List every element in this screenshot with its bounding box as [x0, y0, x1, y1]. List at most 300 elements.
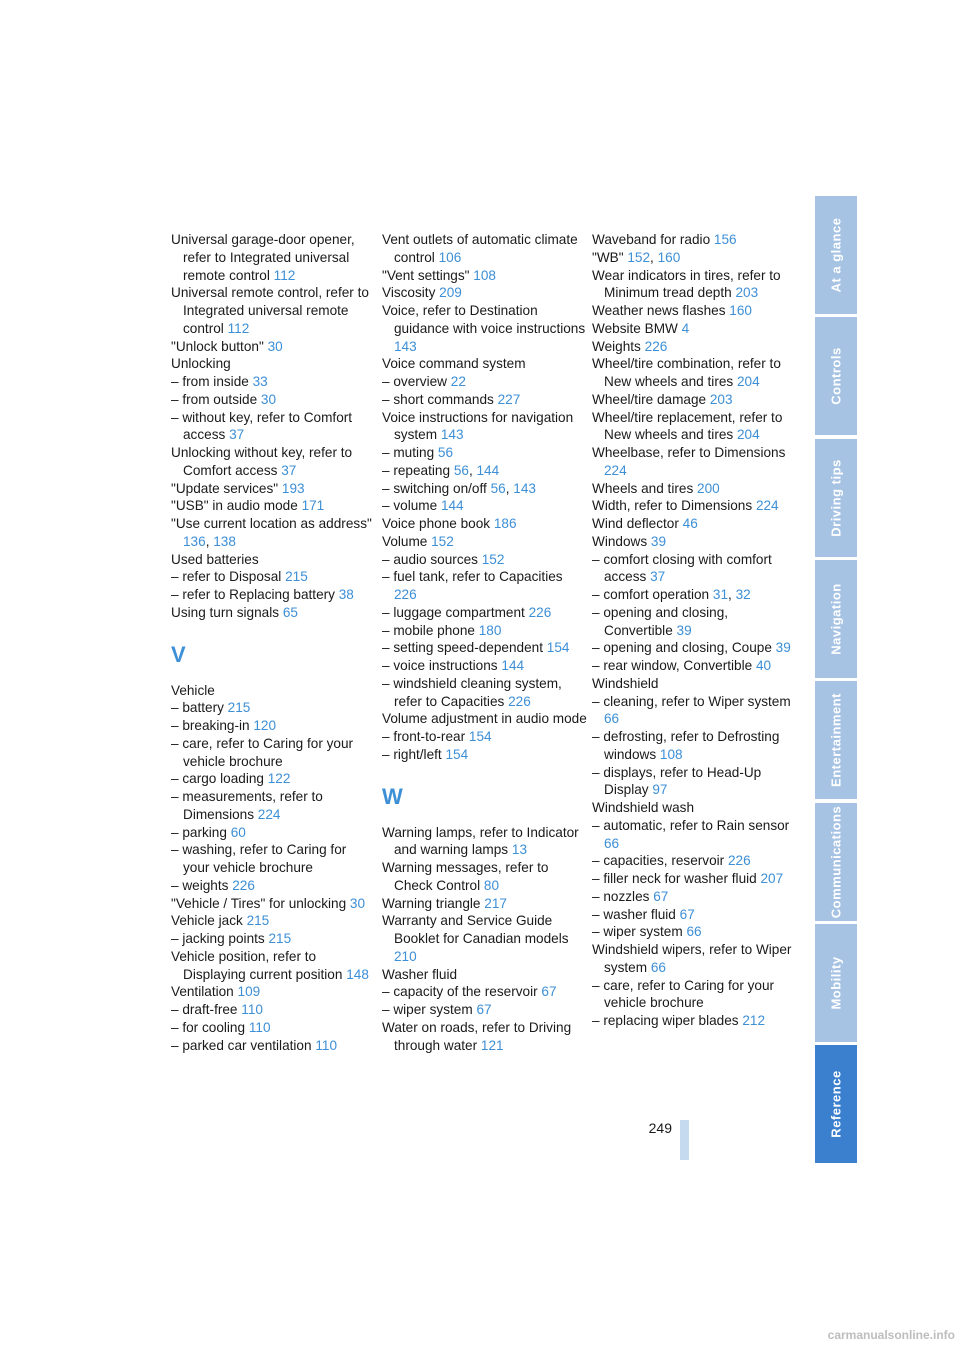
watermark: carmanualsonline.info: [827, 1328, 955, 1342]
page-link[interactable]: 144: [501, 658, 525, 673]
page-link[interactable]: 193: [281, 480, 305, 496]
index-entry: [592, 249, 797, 267]
index-term: Warning lamps, refer to Indicator and warning lamps: [382, 824, 579, 858]
index-entry: [382, 231, 587, 267]
index-entry: [592, 870, 797, 888]
page-link[interactable]: 30: [267, 338, 283, 354]
index-entry: [592, 320, 797, 338]
index-term: – care, refer to Caring for your vehicle brochure: [592, 977, 775, 1011]
index-term: – for cooling: [171, 1019, 249, 1035]
index-entry: [171, 948, 376, 984]
index-entry: [592, 497, 797, 515]
page-link[interactable]: 110: [315, 1037, 337, 1053]
page-link[interactable]: 226: [728, 853, 751, 869]
index-entry: [171, 497, 376, 515]
page-link[interactable]: 56: [453, 462, 469, 478]
index-term: – setting speed-dependent: [382, 640, 547, 656]
page-link[interactable]: 160: [657, 249, 681, 265]
index-entry: [171, 284, 376, 337]
tab-at-a-glance[interactable]: [815, 196, 857, 314]
index-term: Width, refer to Dimensions: [592, 498, 756, 514]
index-entry: [382, 675, 587, 711]
index-entry: [592, 675, 797, 693]
index-entry: [382, 462, 587, 480]
index-term: – weights: [171, 877, 233, 893]
index-term: – jacking points: [171, 931, 269, 946]
index-term: Warning triangle: [382, 895, 485, 911]
index-entry: [171, 231, 376, 284]
index-term: – volume: [382, 498, 441, 514]
page-link[interactable]: 203: [735, 285, 759, 301]
index-term: – front-to-rear: [382, 729, 469, 744]
index-term: – overview: [382, 374, 451, 389]
tab-entertainment[interactable]: [815, 681, 857, 799]
page-link[interactable]: 122: [267, 771, 291, 787]
page-link[interactable]: 152: [481, 551, 505, 567]
page-link[interactable]: 67: [679, 906, 695, 922]
index-term: – refer to Replacing battery: [171, 587, 339, 602]
page-link[interactable]: 224: [257, 806, 281, 822]
page-link[interactable]: 186: [493, 516, 517, 531]
index-term: – washing, refer to Caring for your vehicle brochure: [171, 842, 347, 875]
page-link[interactable]: 112: [227, 320, 250, 336]
tab-label: At a glance: [828, 217, 844, 293]
index-column-3: [592, 231, 797, 1030]
index-entry: [592, 409, 797, 445]
page-link[interactable]: 97: [652, 782, 668, 798]
index-entry: [171, 551, 376, 569]
index-term: "Vehicle / Tires" for unlocking: [171, 895, 350, 911]
index-entry: [592, 799, 797, 817]
page-link[interactable]: 32: [735, 587, 751, 602]
index-entry: [592, 302, 797, 320]
index-term: – parked car ventilation: [171, 1037, 316, 1053]
tab-driving-tips[interactable]: [815, 439, 857, 557]
index-entry: [592, 515, 797, 533]
index-term: – comfort operation: [592, 587, 713, 602]
index-term: Voice, refer to Destination guidance with voice instructions: [382, 303, 586, 336]
page-link[interactable]: 144: [476, 462, 500, 478]
index-term: – repeating: [382, 462, 454, 478]
index-term: – fuel tank, refer to Capacities: [382, 569, 563, 585]
page-link[interactable]: 56: [437, 445, 454, 460]
page-separator: ,: [205, 533, 214, 549]
index-term: Voice instructions for navigation system: [382, 409, 574, 443]
page-link[interactable]: 120: [253, 718, 277, 733]
page-link[interactable]: 56: [490, 480, 506, 496]
page-link[interactable]: 226: [644, 338, 668, 354]
index-entry: [592, 941, 797, 977]
page-link[interactable]: 37: [229, 427, 245, 443]
tab-label: Navigation: [828, 583, 844, 655]
page-number-bar: [680, 1120, 689, 1160]
page-link[interactable]: 154: [546, 640, 570, 656]
page-link[interactable]: 156: [713, 232, 737, 247]
index-entry: [592, 693, 797, 729]
index-term: – washer fluid: [592, 906, 680, 922]
page-link[interactable]: 67: [476, 1002, 492, 1017]
page-link[interactable]: 110: [241, 1002, 263, 1017]
index-term: – care, refer to Caring for your vehicle brochure: [171, 735, 354, 769]
index-entry: [382, 373, 587, 391]
tab-label: Driving tips: [828, 458, 844, 537]
page-link[interactable]: 200: [697, 480, 720, 496]
index-entry: [592, 852, 797, 870]
page-link[interactable]: 110: [248, 1019, 271, 1035]
page-link[interactable]: 215: [268, 931, 292, 946]
page-link[interactable]: 217: [484, 895, 507, 911]
index-entry: [171, 373, 376, 391]
index-term: – parking: [171, 824, 231, 840]
index-entry: [592, 338, 797, 356]
page-link[interactable]: 39: [775, 640, 791, 656]
index-term: – capacity of the reservoir: [382, 984, 542, 1000]
index-entry: [382, 639, 587, 657]
page-link[interactable]: 67: [653, 888, 669, 904]
index-term: Vehicle: [171, 682, 215, 698]
page-link[interactable]: 40: [755, 658, 772, 673]
index-term: "USB" in audio mode: [171, 498, 302, 514]
index-entry: [592, 639, 797, 657]
index-entry: [171, 930, 376, 948]
tab-controls[interactable]: [815, 317, 857, 435]
index-term: Volume adjustment in audio mode: [382, 711, 587, 727]
index-entry: [171, 515, 376, 551]
index-entry: [171, 699, 376, 717]
index-term: – replacing wiper blades: [592, 1013, 743, 1028]
index-term: – from inside: [171, 374, 253, 389]
index-letter-heading: V: [171, 641, 186, 667]
page-link[interactable]: 30: [349, 895, 366, 911]
index-term: Vehicle jack: [171, 913, 247, 929]
page-link[interactable]: 215: [227, 700, 251, 716]
index-entry: [592, 888, 797, 906]
page-link[interactable]: 80: [483, 877, 500, 893]
index-term: Weights: [592, 338, 645, 354]
index-entry: [382, 657, 587, 675]
index-entry: [382, 1001, 587, 1019]
index-term: – draft-free: [171, 1002, 242, 1017]
index-entry: [382, 622, 587, 640]
index-term: Windshield wash: [592, 800, 694, 815]
index-term: – wiper system: [382, 1002, 477, 1017]
index-term: Water on roads, refer to Driving through water: [382, 1019, 572, 1053]
index-entry: [171, 391, 376, 409]
index-entry: [382, 728, 587, 746]
index-term: – muting: [382, 445, 438, 460]
index-entry: [171, 912, 376, 930]
page-link[interactable]: 37: [650, 569, 666, 585]
index-term: "WB": [592, 249, 628, 265]
tab-label: Communications: [828, 805, 844, 918]
page-link[interactable]: 226: [528, 604, 552, 620]
index-entry: [171, 877, 376, 895]
page-link[interactable]: 210: [394, 948, 417, 964]
index-term: Universal garage-door opener, refer to Integrated universal remote control: [171, 232, 355, 283]
index-term: Washer fluid: [382, 966, 458, 982]
index-term: Unlocking: [171, 356, 231, 372]
index-entry: [171, 1001, 376, 1019]
index-term: Windows: [592, 533, 651, 549]
page-link[interactable]: 160: [729, 303, 752, 318]
index-term: Unlocking without key, refer to Comfort access: [171, 445, 353, 478]
index-term: Wheel/tire combination, refer to New wheels and tires: [592, 356, 781, 389]
page-separator: ,: [505, 480, 514, 496]
index-term: – audio sources: [382, 551, 482, 567]
page-separator: ,: [468, 462, 477, 478]
index-term: – refer to Disposal: [171, 569, 286, 585]
index-term: – windshield cleaning system, refer to Capacities: [382, 675, 562, 709]
index-entry: [592, 444, 797, 480]
index-term: Using turn signals: [171, 604, 283, 620]
index-entry: [382, 568, 587, 604]
index-entry: [592, 604, 797, 640]
index-entry: [171, 983, 376, 1001]
page-link[interactable]: 154: [445, 746, 469, 762]
index-column-2: [382, 231, 587, 1054]
page-link[interactable]: 108: [659, 746, 683, 762]
index-entry: [382, 302, 587, 355]
index-term: "Unlock button": [171, 338, 268, 354]
index-entry: [382, 497, 587, 515]
index-term: – from outside: [171, 391, 261, 407]
index-entry: [382, 859, 587, 895]
index-entry: [382, 1019, 587, 1055]
index-entry: [171, 409, 376, 445]
index-term: Warranty and Service Guide Booklet for Canadian models: [382, 913, 569, 946]
index-entry: [171, 1037, 376, 1055]
index-term: "Vent settings": [382, 267, 474, 283]
index-term: – defrosting, refer to Defrosting windows: [592, 729, 780, 762]
index-entry: [382, 267, 587, 285]
page-link[interactable]: 66: [650, 959, 666, 975]
index-entry: [382, 533, 587, 551]
index-term: Wheelbase, refer to Dimensions: [592, 445, 786, 460]
index-term: Universal remote control, refer to Integrated universal remote control: [171, 285, 369, 336]
index-term: Wheel/tire replacement, refer to New wheels and tires: [592, 409, 783, 443]
index-entry: [171, 444, 376, 480]
index-entry: [382, 983, 587, 1001]
index-entry: [382, 551, 587, 569]
index-entry: [382, 966, 587, 984]
index-entry: [592, 923, 797, 941]
index-term: – battery: [171, 700, 228, 716]
index-entry: [171, 682, 376, 700]
index-term: Wind deflector: [592, 516, 683, 531]
index-entry: [171, 338, 376, 356]
index-entry: [382, 284, 587, 302]
index-term: – short commands: [382, 391, 498, 407]
page-link[interactable]: 224: [604, 462, 627, 478]
index-term: Volume: [382, 533, 432, 549]
index-term: Vehicle position, refer to Displaying current position: [171, 948, 347, 982]
index-term: – switching on/off: [382, 480, 491, 496]
index-column-1: [171, 231, 376, 1054]
index-entry: [592, 817, 797, 853]
page-link[interactable]: 66: [686, 924, 702, 940]
index-entry: [592, 267, 797, 303]
index-entry: [382, 391, 587, 409]
index-term: Weather news flashes: [592, 303, 730, 318]
index-term: – voice instructions: [382, 658, 502, 673]
index-term: Wear indicators in tires, refer to Minimum tread depth: [592, 267, 781, 301]
page-link[interactable]: 66: [604, 835, 620, 851]
index-entry: [171, 735, 376, 771]
tab-label: Mobility: [828, 956, 844, 1010]
index-term: – right/left: [382, 746, 446, 762]
index-term: – cargo loading: [171, 771, 268, 787]
index-entry: [592, 977, 797, 1013]
page-separator: ,: [650, 249, 658, 265]
index-entry: [382, 480, 587, 498]
index-entry: [171, 770, 376, 788]
index-term: Waveband for radio: [592, 232, 714, 247]
index-term: – wiper system: [592, 924, 687, 940]
page-link[interactable]: 204: [736, 374, 760, 389]
page-link[interactable]: 60: [230, 824, 246, 840]
page-link[interactable]: 180: [478, 622, 502, 638]
index-entry: [171, 841, 376, 877]
index-entry: [171, 717, 376, 735]
page-link[interactable]: 215: [285, 569, 308, 585]
index-entry: [592, 764, 797, 800]
page-link[interactable]: 37: [281, 462, 297, 478]
index-entry: [171, 824, 376, 842]
index-entry: [382, 824, 587, 860]
page-link[interactable]: 109: [237, 984, 261, 1000]
page-link[interactable]: 138: [213, 533, 236, 549]
index-term: – luggage compartment: [382, 604, 529, 620]
page-link[interactable]: 22: [450, 374, 466, 389]
page-link[interactable]: 121: [480, 1037, 504, 1053]
index-term: – measurements, refer to Dimensions: [171, 789, 323, 822]
index-term: Voice phone book: [382, 516, 494, 531]
index-term: – rear window, Convertible: [592, 658, 756, 673]
page-link[interactable]: 106: [438, 249, 462, 265]
page-link[interactable]: 226: [508, 693, 531, 709]
page-link[interactable]: 154: [468, 729, 492, 744]
page-link[interactable]: 226: [232, 877, 255, 893]
index-entry: [592, 586, 797, 604]
index-entry: [171, 895, 376, 913]
tab-label: Reference: [828, 1070, 844, 1138]
index-entry: [382, 604, 587, 622]
index-entry: [382, 444, 587, 462]
tab-reference[interactable]: [815, 1045, 857, 1163]
page-link[interactable]: 31: [712, 587, 729, 602]
page-link[interactable]: 148: [346, 966, 369, 982]
index-term: Windshield wipers, refer to Wiper system: [592, 942, 792, 975]
page-link[interactable]: 144: [440, 498, 464, 514]
index-entry: [171, 568, 376, 586]
tab-mobility[interactable]: [815, 924, 857, 1042]
page-link[interactable]: 108: [473, 267, 496, 283]
page-link[interactable]: 39: [650, 533, 667, 549]
index-term: – mobile phone: [382, 622, 479, 638]
index-entry: [592, 728, 797, 764]
page-link[interactable]: 143: [440, 427, 464, 443]
page-link[interactable]: 30: [260, 391, 277, 407]
page-link[interactable]: 143: [513, 480, 536, 496]
tab-navigation[interactable]: [815, 560, 857, 678]
page-link[interactable]: 207: [760, 871, 784, 886]
index-term: – cleaning, refer to Wiper system: [592, 693, 791, 709]
page-link[interactable]: 112: [273, 267, 296, 283]
page-link[interactable]: 224: [755, 498, 779, 514]
index-entry: [382, 355, 587, 373]
index-entry: [171, 480, 376, 498]
page-link[interactable]: 152: [627, 249, 651, 265]
page-link[interactable]: 67: [541, 984, 557, 1000]
page-link[interactable]: 212: [742, 1013, 766, 1028]
index-term: Website BMW: [592, 320, 682, 336]
index-entry: [171, 586, 376, 604]
page-link[interactable]: 66: [604, 711, 620, 727]
page-link[interactable]: 215: [246, 913, 270, 929]
tab-communications[interactable]: [815, 803, 857, 921]
page-link[interactable]: 204: [736, 427, 760, 443]
index-entry: [171, 1019, 376, 1037]
index-entry: [382, 895, 587, 913]
page-link[interactable]: 136: [183, 533, 206, 549]
index-term: – opening and closing, Convertible: [592, 604, 729, 638]
index-entry: [382, 409, 587, 445]
page-link[interactable]: 226: [394, 587, 417, 602]
index-term: Vent outlets of automatic climate control: [382, 232, 578, 265]
index-term: – displays, refer to Head-Up Display: [592, 764, 762, 798]
index-term: – filler neck for washer fluid: [592, 871, 761, 886]
page-link[interactable]: 65: [282, 604, 298, 620]
index-entry: [592, 1012, 797, 1030]
index-entry: [171, 788, 376, 824]
page-link[interactable]: 203: [709, 391, 733, 407]
index-entry: [171, 604, 376, 622]
index-term: Used batteries: [171, 551, 259, 567]
page-link[interactable]: 143: [394, 338, 417, 354]
page-link[interactable]: 4: [681, 320, 690, 336]
index-entry: [171, 355, 376, 373]
index-entry: [592, 480, 797, 498]
index-term: "Update services": [171, 480, 282, 496]
index-entry: [592, 551, 797, 587]
index-term: "Use current location as address": [171, 516, 372, 531]
index-term: Ventilation: [171, 984, 238, 1000]
page-link[interactable]: 46: [682, 516, 698, 531]
index-term: Windshield: [592, 675, 659, 691]
page-link[interactable]: 13: [511, 842, 528, 858]
index-term: – automatic, refer to Rain sensor: [592, 817, 790, 833]
page-link[interactable]: 38: [338, 587, 354, 602]
index-entry: [592, 906, 797, 924]
index-entry: [382, 515, 587, 533]
page-link[interactable]: 171: [301, 498, 325, 514]
index-term: Voice command system: [382, 356, 526, 372]
page-link[interactable]: 209: [439, 285, 462, 301]
index-term: Wheel/tire damage: [592, 391, 710, 407]
index-entry: [382, 746, 587, 764]
index-entry: [382, 912, 587, 965]
page-link[interactable]: 39: [676, 622, 692, 638]
page-link[interactable]: 33: [252, 374, 268, 389]
page-separator: ,: [728, 587, 736, 602]
page-link[interactable]: 227: [497, 391, 521, 407]
index-term: – opening and closing, Coupe: [592, 640, 776, 656]
tab-label: Entertainment: [828, 693, 844, 788]
page-link[interactable]: 152: [431, 533, 454, 549]
index-entry: [592, 231, 797, 249]
index-term: – without key, refer to Comfort access: [171, 409, 353, 443]
index-term: – nozzles: [592, 888, 654, 904]
